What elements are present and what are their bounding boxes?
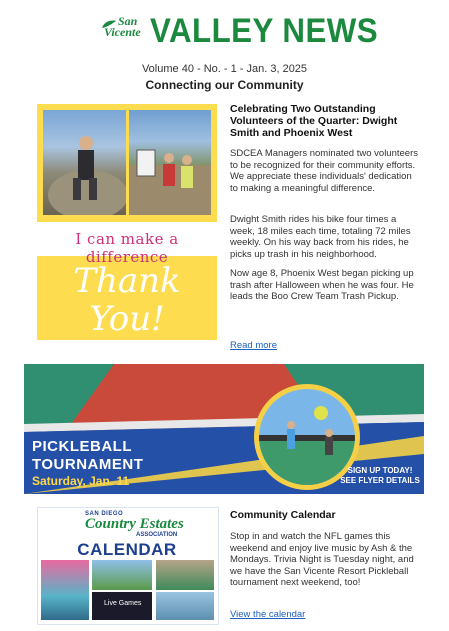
photo-dwight-smith: [43, 110, 126, 215]
masthead-logo-small: [104, 16, 152, 38]
view-calendar-link[interactable]: View the calendar: [230, 609, 306, 620]
pickleball-thumbnail: [156, 560, 214, 590]
banner-cta[interactable]: [338, 466, 422, 486]
golf-thumbnail: [92, 560, 152, 590]
issue-volume: Volume 40 - No. - 1 - Jan. 3, 2025: [141, 63, 308, 75]
pickleball-banner[interactable]: [24, 364, 424, 494]
banner-title-line2: TOURNAMENT: [32, 456, 144, 473]
calendar-heading: Community Calendar: [230, 509, 336, 521]
calendar-logo-bottom: ASSOCIATION: [136, 532, 178, 538]
article-title: Celebrating Two Outstanding Volunteers of the Quarter: Dwight Smith and Phoenix West: [230, 103, 398, 139]
calendar-logo-main: Country Estates: [85, 516, 184, 532]
logo-line1: San: [118, 14, 138, 28]
article-paragraph-3: Now age 8, Phoenix West began picking up trash after Halloween when he was four. He leads the Boo Crew Team Trash Pickup.: [230, 268, 414, 302]
live-games-label: Live Games: [104, 600, 142, 607]
banner-title: [32, 438, 143, 474]
calendar-image-title: CALENDAR: [77, 540, 177, 559]
car-thumbnail: [156, 592, 214, 620]
photo-phoenix-west: [129, 110, 211, 215]
logo-line2: Vicente: [104, 25, 141, 39]
banner-date: Saturday, Jan. 11: [32, 474, 130, 488]
article-paragraph-2: Dwight Smith rides his bike four times a week, 18 miles each time, totaling 72 miles weekly. On his way back from his rides, he picks up trash in his neighborhood.: [230, 214, 411, 260]
banner-cta-line2: SEE FLYER DETAILS: [340, 476, 420, 485]
make-difference-label: I can make a difference: [75, 230, 179, 266]
masthead-title: VALLEY NEWS: [150, 12, 379, 50]
calendar-body: Stop in and watch the NFL games this weekend and enjoy live music by Ash & the Mondays. Trivia Night is Tuesday night, and we have the San Vicente Resort Pickleball tournament next weekend, too!: [230, 531, 414, 588]
banner-cta-line1: SIGN UP TODAY!: [347, 466, 413, 475]
calendar-logo-top: SAN DIEGO: [85, 511, 124, 517]
article-paragraph-1: SDCEA Managers nominated two volunteers to be recognized for their community efforts. We appreciate these individuals' dedication to making a meaningful difference.: [230, 148, 418, 194]
read-more-link[interactable]: Read more: [230, 340, 277, 351]
banner-title-line1: PICKLEBALL: [32, 438, 132, 455]
singer-thumbnail: [41, 560, 89, 620]
tagline: Connecting our Community: [145, 78, 304, 92]
thank-you-text: Thank You!: [73, 261, 181, 339]
